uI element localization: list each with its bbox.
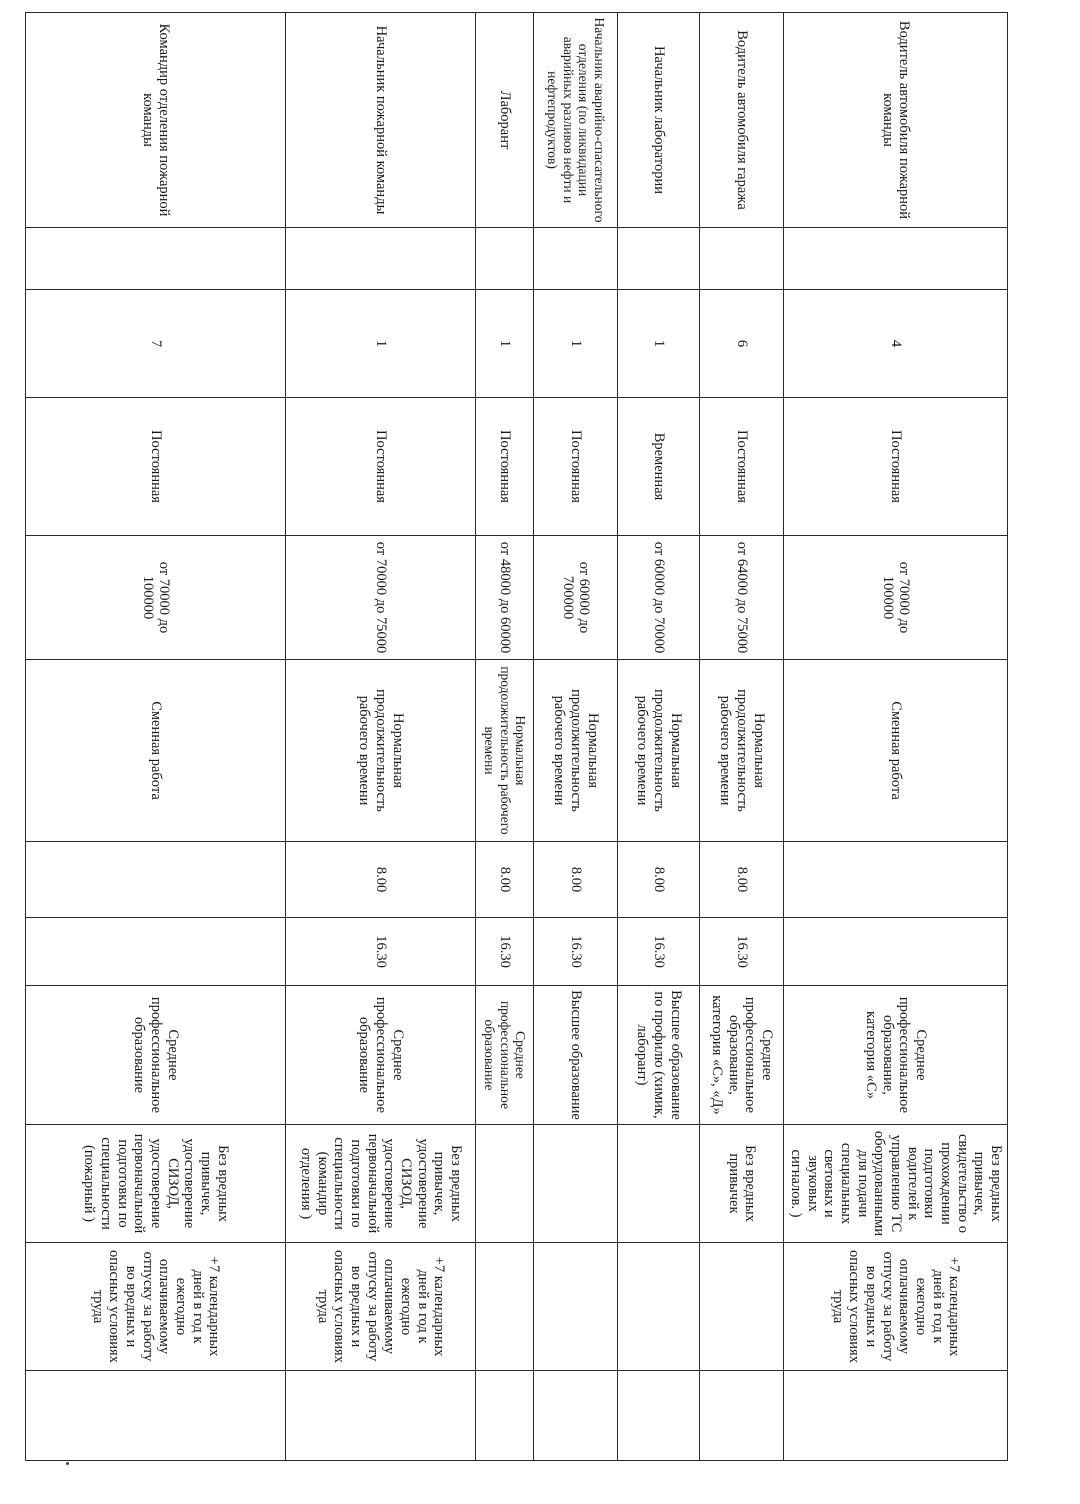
empty-cell: [476, 228, 534, 290]
benefits-cell: +7 календарных дней в год к ежегодно оплачиваемому отпуску за работу во вредных и опасных условиях труда: [286, 1243, 476, 1371]
requirements-cell: [618, 1125, 700, 1243]
benefits-cell: [534, 1243, 618, 1371]
start-time-cell: [784, 842, 1008, 918]
benefits-cell: [618, 1243, 700, 1371]
position-cell: Водитель автомобиля гаража: [700, 13, 784, 228]
education-cell: Среднее профессиональное образование: [26, 986, 286, 1125]
rotated-page: [78, 12, 1008, 1460]
salary-cell: от 70000 до 100000: [784, 536, 1008, 660]
education-cell: Среднее профессиональное образование, категория «С»: [784, 986, 1008, 1125]
vacancy-table: [25, 12, 1008, 1461]
empty-cell: [534, 228, 618, 290]
empty-cell: [26, 228, 286, 290]
empty-cell: [26, 1371, 286, 1461]
position-cell: Командир отделения пожарной команды: [26, 13, 286, 228]
table-row: [286, 13, 476, 1461]
empty-cell: [700, 1371, 784, 1461]
education-cell: Высшее образование по профилю (химик, лаборант): [618, 986, 700, 1125]
schedule-cell: Нормальная продолжительность рабочего времени: [476, 660, 534, 842]
position-cell: Начальник пожарной команды: [286, 13, 476, 228]
scan-speck: [66, 1462, 69, 1465]
position-cell: Водитель автомобиля пожарной команды: [784, 13, 1008, 228]
table-row: [26, 13, 286, 1461]
table-row: [618, 13, 700, 1461]
requirements-cell: Без вредных привычек: [700, 1125, 784, 1243]
salary-cell: от 64000 до 75000: [700, 536, 784, 660]
empty-cell: [618, 1371, 700, 1461]
salary-cell: от 60000 до 700000: [534, 536, 618, 660]
salary-cell: от 70000 до 100000: [26, 536, 286, 660]
empty-cell: [784, 228, 1008, 290]
salary-cell: от 60000 до 70000: [618, 536, 700, 660]
benefits-cell: +7 календарных дней в год к ежегодно оплачиваемому отпуску за работу во вредных и опасных условиях труда: [784, 1243, 1008, 1371]
position-cell: Начальник аварийно-спасательного отделения (по ликвидации аварийных разливов нефти и нефтепродуктов): [534, 13, 618, 228]
end-time-cell: 16.30: [700, 918, 784, 986]
start-time-cell: 8.00: [476, 842, 534, 918]
type-cell: Постоянная: [534, 398, 618, 536]
benefits-cell: +7 календарных дней в год к ежегодно оплачиваемому отпуску за работу во вредных и опасных условиях труда: [26, 1243, 286, 1371]
education-cell: Высшее образование: [534, 986, 618, 1125]
salary-cell: от 70000 до 75000: [286, 536, 476, 660]
type-cell: Постоянная: [700, 398, 784, 536]
empty-cell: [286, 228, 476, 290]
schedule-cell: Нормальная продолжительность рабочего времени: [286, 660, 476, 842]
requirements-cell: Без вредных привычек, удостоверение СИЗОД, удостоверение первоначальной подготовки по специальности (пожарный ): [26, 1125, 286, 1243]
education-cell: Среднее профессиональное образование: [476, 986, 534, 1125]
empty-cell: [700, 228, 784, 290]
requirements-cell: [534, 1125, 618, 1243]
empty-cell: [534, 1371, 618, 1461]
schedule-cell: Нормальная продолжительность рабочего времени: [534, 660, 618, 842]
empty-cell: [476, 1371, 534, 1461]
benefits-cell: [700, 1243, 784, 1371]
end-time-cell: 16.30: [618, 918, 700, 986]
empty-cell: [286, 1371, 476, 1461]
table-row: [784, 13, 1008, 1461]
count-cell: 4: [784, 290, 1008, 398]
table-row: [700, 13, 784, 1461]
education-cell: Среднее профессиональное образование, категория «С», «Д»: [700, 986, 784, 1125]
start-time-cell: 8.00: [534, 842, 618, 918]
empty-cell: [784, 1371, 1008, 1461]
education-cell: Среднее профессиональное образование: [286, 986, 476, 1125]
requirements-cell: Без вредных привычек, удостоверение СИЗОД, удостоверение первоначальной подготовки по специальности (командир отделения ): [286, 1125, 476, 1243]
count-cell: 1: [286, 290, 476, 398]
start-time-cell: 8.00: [286, 842, 476, 918]
end-time-cell: 16.30: [286, 918, 476, 986]
schedule-cell: Сменная работа: [784, 660, 1008, 842]
position-cell: Начальник лаборатории: [618, 13, 700, 228]
start-time-cell: 8.00: [618, 842, 700, 918]
start-time-cell: 8.00: [700, 842, 784, 918]
count-cell: 1: [618, 290, 700, 398]
table-row: [476, 13, 534, 1461]
count-cell: 1: [476, 290, 534, 398]
table-row: [534, 13, 618, 1461]
schedule-cell: Сменная работа: [26, 660, 286, 842]
end-time-cell: [26, 918, 286, 986]
count-cell: 1: [534, 290, 618, 398]
benefits-cell: [476, 1243, 534, 1371]
type-cell: Постоянная: [26, 398, 286, 536]
empty-cell: [618, 228, 700, 290]
salary-cell: от 48000 до 60000: [476, 536, 534, 660]
position-cell: Лаборант: [476, 13, 534, 228]
type-cell: Постоянная: [784, 398, 1008, 536]
count-cell: 6: [700, 290, 784, 398]
requirements-cell: Без вредных привычек, свидетельство о прохождении подготовки водителей к управлению ТС оборудованными для подачи специальных световых и звуковых сигналов. ): [784, 1125, 1008, 1243]
count-cell: 7: [26, 290, 286, 398]
start-time-cell: [26, 842, 286, 918]
type-cell: Временная: [618, 398, 700, 536]
requirements-cell: [476, 1125, 534, 1243]
end-time-cell: 16.30: [476, 918, 534, 986]
end-time-cell: 16.30: [534, 918, 618, 986]
end-time-cell: [784, 918, 1008, 986]
schedule-cell: Нормальная продолжительность рабочего времени: [700, 660, 784, 842]
schedule-cell: Нормальная продолжительность рабочего времени: [618, 660, 700, 842]
type-cell: Постоянная: [476, 398, 534, 536]
type-cell: Постоянная: [286, 398, 476, 536]
